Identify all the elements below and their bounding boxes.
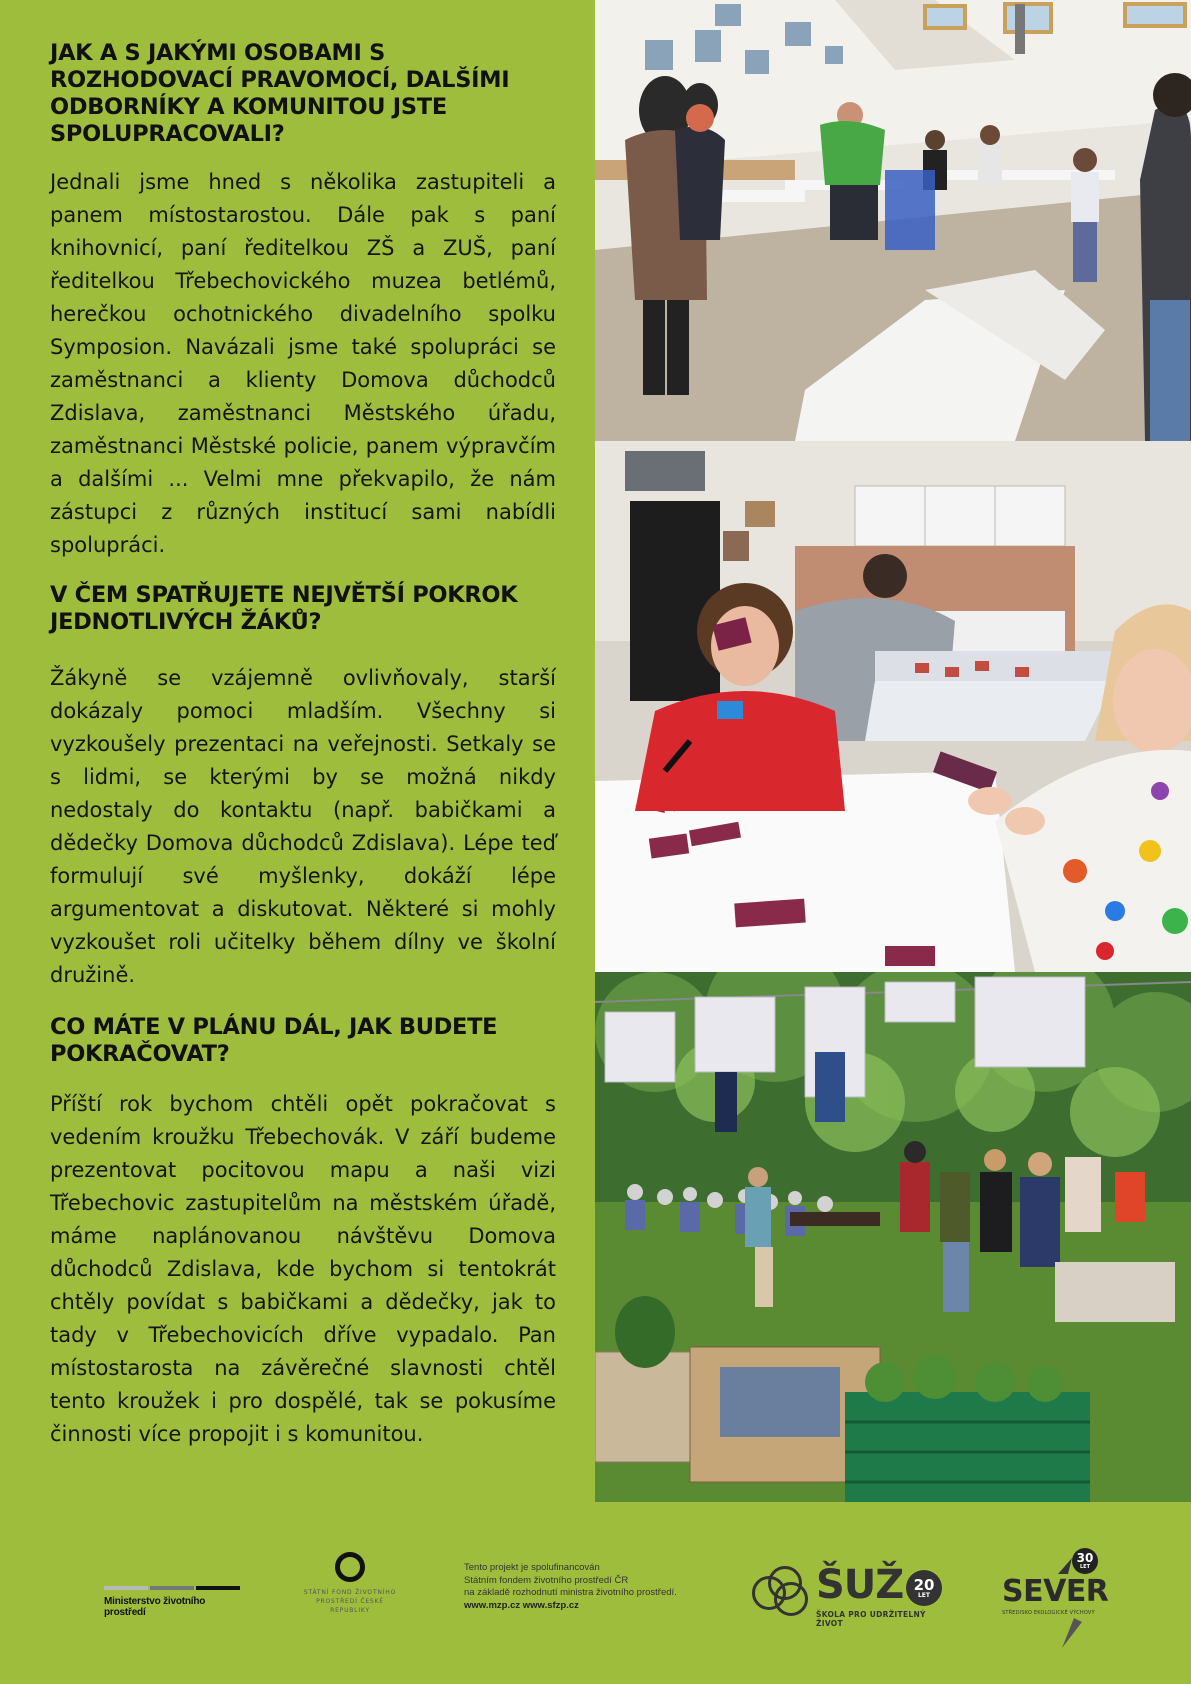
section-heading-plans: CO MÁTE V PLÁNU DÁL, JAK BUDETE POKRAČOVAT? <box>50 1014 498 1067</box>
section-heading-progress: V ČEM SPATŘUJETE NEJVĚTŠÍ POKROK JEDNOTLIVÝCH ŽÁKŮ? <box>50 582 518 635</box>
photo-girls-crafting <box>595 441 1191 972</box>
logo-suz-badge <box>906 1570 942 1606</box>
photo-classroom-workshop <box>595 0 1191 441</box>
logo-suz-word: ŠUŽ <box>816 1562 904 1608</box>
text-column <box>50 40 556 1451</box>
sever-badge-unit: LET <box>1079 1564 1090 1570</box>
funding-line-1: Tento projekt je spolufinancován <box>464 1562 600 1573</box>
sever-badge-number: 30 <box>1076 1551 1094 1565</box>
section-body-plans: Příští rok bychom chtěli opět pokračovat s vedením kroužku Třebechovák. V září budeme prezentovat pocitovou mapu a naši vizi Třebechovic zastupitelům na městském úřadě, máme naplánovanou návštěvu Domova důchodců Zdislava, kde bychom si tentokrát chtěly povídat s babičkami a dědečky, jak to tady v Třebechovicích dříve vypadalo. Pan místostarosta na závěrečné slavnosti chtěl tento kroužek i pro dospělé, tak se pokusíme činnosti více propojit i s komunitou. <box>50 1092 556 1446</box>
logo-sever <box>1002 1548 1112 1648</box>
funding-links: www.mzp.cz www.sfzp.cz <box>464 1599 579 1611</box>
section-body-cooperation: Jednali jsme hned s několika zastupiteli a panem místostarostou. Dále pak s paní knihovnicí, paní ředitelkou ZŠ a ZUŠ, paní ředitelkou Třebechovického muzea betlémů, herečkou ochotnického divadelního spolku Symposion. Navázali jsme také spolupráci se zaměstnanci a klienty Domova důchodců Zdislava, zaměstnanci Městského úřadu, zaměstnanci Městské policie, panem výpravčím a dalšími ... Velmi mne překvapilo, že nám zástupci z různých institucí sami nabídli spolupráci. <box>50 170 556 557</box>
logo-suz-sub: ŠKOLA PRO UDRŽITELNÝ ŽIVOT <box>816 1610 926 1628</box>
section-body-progress: Žákyně se vzájemně ovlivňovaly, starší dokázaly pomoci mladším. Všechny si vyzkoušely prezentaci na veřejnosti. Setkaly se s lidmi, se kterými by se možná nikdy nedostaly do kontaktu (např. babičkami a dědečky Domova důchodců Zdislava). Lépe teď formulují své myšlenky, dokáží lépe argumentovat a diskutovat. Některé si mohly vyzkoušet roli učitelky během dílny ve školní družině. <box>50 666 556 987</box>
photo-outdoor-festival <box>595 972 1191 1502</box>
footer-logos <box>0 1530 1191 1660</box>
suz-circles-icon <box>752 1566 810 1620</box>
suz-badge-number: 20 <box>913 1576 935 1594</box>
logo-mzp-label: Ministerstvo životního prostředí <box>104 1596 206 1618</box>
logo-sever-sub: STŘEDISKO EKOLOGICKÉ VÝCHOVY <box>1002 1610 1095 1616</box>
logo-sfzp <box>300 1552 400 1615</box>
logo-suz <box>752 1562 942 1628</box>
logo-mzp <box>104 1586 240 1618</box>
suz-badge-unit: LET <box>917 1592 930 1599</box>
funding-line-3: na základě rozhodnutí ministra životního prostředí. <box>464 1587 677 1598</box>
logo-sever-badge <box>1072 1548 1098 1574</box>
funding-line-2: Státním fondem životního prostředí ČR <box>464 1574 629 1586</box>
photo-column <box>595 0 1191 1502</box>
logo-sfzp-label: STÁTNÍ FOND ŽIVOTNÍHO PROSTŘEDÍ ČESKÉ REPUBLIKY <box>303 1589 397 1614</box>
logo-sever-word: SEVER <box>1002 1574 1109 1609</box>
section-heading-cooperation: JAK A S JAKÝMI OSOBAMI S ROZHODOVACÍ PRAVOMOCÍ, DALŠÍMI ODBORNÍKY A KOMUNITOU JSTE SPOLUPRACOVALI? <box>50 40 510 147</box>
sfzp-ring-icon <box>335 1552 365 1582</box>
funding-statement <box>464 1562 704 1612</box>
logo-mzp-bars <box>104 1586 240 1590</box>
